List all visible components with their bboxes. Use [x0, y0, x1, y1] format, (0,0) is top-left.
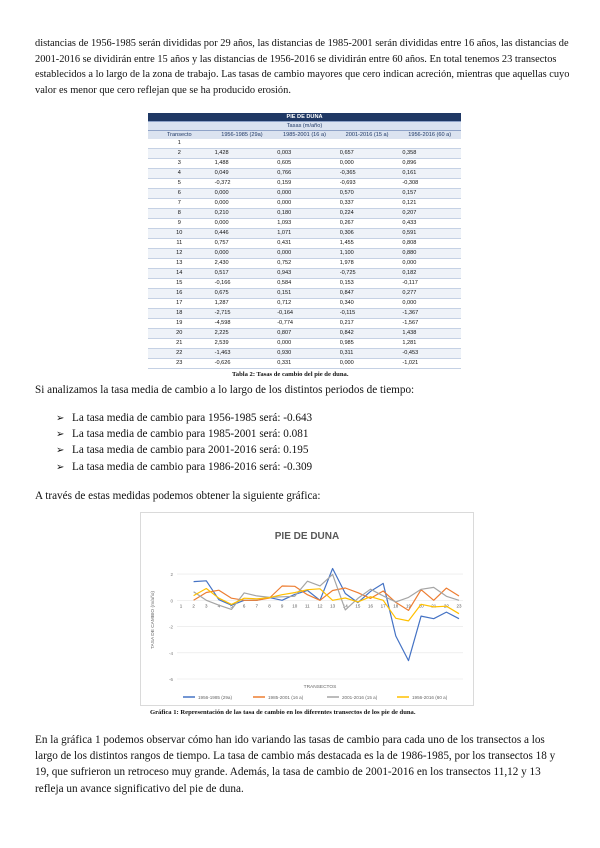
x-tick-label: 12 [317, 603, 323, 609]
arrow-bullet-icon: ➢ [56, 429, 65, 441]
transect-cell: 12 [148, 248, 211, 258]
rate-cell: 0,808 [398, 238, 461, 248]
rate-cell: 0,000 [398, 258, 461, 268]
x-tick-label: 19 [405, 603, 411, 609]
chart-canvas [141, 513, 473, 705]
table-row [148, 318, 461, 328]
rate-cell: 0,000 [211, 248, 274, 258]
rate-cell: -0,725 [336, 268, 399, 278]
legend-label: 1956-1985 (29a) [198, 695, 232, 700]
rate-cell: 0,930 [273, 348, 336, 358]
x-tick-label: 15 [355, 603, 361, 609]
rate-cell: 0,157 [398, 188, 461, 198]
x-tick-label: 8 [268, 603, 271, 609]
rate-cell: -0,365 [336, 168, 399, 178]
table-row [148, 208, 461, 218]
rate-cell: 0,331 [273, 358, 336, 368]
rate-cell: 0,657 [336, 148, 399, 158]
rate-cell: -2,715 [211, 308, 274, 318]
rate-cell: 0,896 [398, 158, 461, 168]
rate-cell: 0,207 [398, 208, 461, 218]
rate-cell: 0,000 [398, 298, 461, 308]
rate-cell: -0,774 [273, 318, 336, 328]
transect-cell: 14 [148, 268, 211, 278]
rate-cell: -1,567 [398, 318, 461, 328]
x-tick-label: 7 [255, 603, 259, 609]
rate-cell: 0,311 [336, 348, 399, 358]
x-tick-label: 21 [431, 603, 437, 609]
arrow-bullet-icon: ➢ [56, 461, 65, 473]
rate-cell: 1,428 [211, 148, 274, 158]
rate-cell: 1,071 [273, 228, 336, 238]
rate-cell: 0,752 [273, 258, 336, 268]
rate-cell: 0,000 [273, 188, 336, 198]
rate-cell: 0,943 [273, 268, 336, 278]
y-axis-label: TASA DE CAMBIO (m/año) [151, 590, 156, 650]
y-tick-label: -2 [168, 624, 173, 630]
rate-cell: 0,151 [273, 288, 336, 298]
rate-cell: 0,358 [398, 148, 461, 158]
rate-cell: -0,626 [211, 358, 274, 368]
transect-cell: 13 [148, 258, 211, 268]
x-tick-label: 10 [292, 603, 298, 609]
rate-cell: 0,591 [398, 228, 461, 238]
table-row [148, 168, 461, 178]
rate-cell: 1,287 [211, 298, 274, 308]
transect-cell: 3 [148, 158, 211, 168]
rate-cell: -0,693 [336, 178, 399, 188]
rate-cell: 0,000 [273, 198, 336, 208]
rate-cell: 0,446 [211, 228, 274, 238]
rate-cell [211, 139, 274, 148]
rate-cell: 0,182 [398, 268, 461, 278]
rate-cell: -0,117 [398, 278, 461, 288]
rate-cell: 0,121 [398, 198, 461, 208]
x-tick-label: 2 [192, 603, 195, 609]
table-column-header: Transecto [148, 131, 211, 140]
table-row [148, 139, 461, 148]
rate-cell: 0,153 [336, 278, 399, 288]
table-row [148, 258, 461, 268]
rate-cell: -0,308 [398, 178, 461, 188]
legend-label: 1956-2016 (60 a) [412, 695, 448, 700]
rate-cell: 1,093 [273, 218, 336, 228]
table-row [148, 268, 461, 278]
table-row [148, 238, 461, 248]
rate-cell: 0,217 [336, 318, 399, 328]
transect-cell: 1 [148, 139, 211, 148]
rate-cell: 0,340 [336, 298, 399, 308]
rate-cell: -0,164 [273, 308, 336, 318]
rate-cell: 0,161 [398, 168, 461, 178]
table-row [148, 358, 461, 368]
table-row [148, 338, 461, 348]
x-tick-label: 18 [393, 603, 399, 609]
table-row [148, 308, 461, 318]
transect-cell: 15 [148, 278, 211, 288]
x-tick-label: 5 [230, 603, 233, 609]
chart-title: PIE DE DUNA [274, 531, 340, 542]
legend-label: 2001-2016 (15 a) [342, 695, 378, 700]
dune-chart [140, 512, 474, 706]
transect-cell: 17 [148, 298, 211, 308]
rate-cell: 0,807 [273, 328, 336, 338]
rate-cell: 0,847 [336, 288, 399, 298]
table-row [148, 178, 461, 188]
table-row [148, 288, 461, 298]
table-row [148, 248, 461, 258]
table-row [148, 188, 461, 198]
x-tick-label: 22 [443, 603, 449, 609]
x-tick-label: 9 [280, 603, 284, 609]
table-column-header: 1956-2016 (60 a) [398, 131, 461, 140]
rate-cell: 0,517 [211, 268, 274, 278]
rate-cell: 1,100 [336, 248, 399, 258]
table-caption: Tabla 2: Tasas de cambio del pie de duna. [232, 371, 349, 378]
table-row [148, 158, 461, 168]
x-tick-label: 1 [179, 603, 183, 609]
table-row [148, 328, 461, 338]
rate-cell: 0,880 [398, 248, 461, 258]
transect-cell: 4 [148, 168, 211, 178]
rate-cell: 0,000 [273, 338, 336, 348]
rate-cell: -4,598 [211, 318, 274, 328]
table-row [148, 218, 461, 228]
x-tick-label: 23 [456, 603, 462, 609]
rate-cell: 0,605 [273, 158, 336, 168]
x-tick-label: 14 [342, 603, 348, 609]
intro-paragraph: distancias de 1956-1985 serán divididas por 29 años, las distancias de 1985-2001 serán divididas entre 16 años, las distancias de 2001-2016 se dividirán entre 15 años y las distancias de 1956-2016 se dividirán entre 60 años. En total tenemos 23 transectos establecidos a lo largo de la zona de trabajo. Las tasas de cambio mayores que cero indican acreción, mientras que aquellas cuyo valor es menor que cero reflejan que se ha producido erosión. [35, 38, 570, 96]
rate-cell: 0,180 [273, 208, 336, 218]
rate-cell: 0,766 [273, 168, 336, 178]
transect-cell: 11 [148, 238, 211, 248]
transect-cell: 9 [148, 218, 211, 228]
table-column-header: 2001-2016 (15 a) [336, 131, 399, 140]
y-tick-label: -6 [168, 677, 173, 682]
rate-cell: 1,488 [211, 158, 274, 168]
x-tick-label: 6 [242, 603, 246, 609]
transect-cell: 16 [148, 288, 211, 298]
x-tick-label: 17 [380, 603, 386, 609]
table-row [148, 198, 461, 208]
rate-cell: 0,433 [398, 218, 461, 228]
rate-cell: 0,000 [211, 218, 274, 228]
rate-cell: 0,267 [336, 218, 399, 228]
rate-cell: 0,003 [273, 148, 336, 158]
rate-cell: 0,159 [273, 178, 336, 188]
table-row [148, 148, 461, 158]
rate-cell: 2,225 [211, 328, 274, 338]
conclusion-paragraph: En la gráfica 1 podemos observar cómo han ido variando las tasas de cambio para cada uno de los transectos a los largo de los distintos rangos de tiempo. La tasa de cambio más destacada es la de 1986-1985, por los transectos 18 y 19, que sufrieron un retroceso muy grande. Además, la tasa de cambio de 2001-2016 en los transectos 11,12 y 13 refleja un avance significativo del pie de duna. [35, 734, 556, 795]
x-tick-label: 16 [368, 603, 374, 609]
list-item: ➢ La tasa media de cambio para 1986-2016 será: -0.309 [56, 459, 312, 475]
rate-cell: 1,438 [398, 328, 461, 338]
rate-cell: 0,337 [336, 198, 399, 208]
rate-cell [398, 139, 461, 148]
table-row [148, 228, 461, 238]
rate-cell: -1,021 [398, 358, 461, 368]
x-tick-label: 13 [330, 603, 336, 609]
transect-cell: 5 [148, 178, 211, 188]
rate-cell: -0,115 [336, 308, 399, 318]
rate-cell: -0,453 [398, 348, 461, 358]
rate-cell: 1,978 [336, 258, 399, 268]
analysis-intro: Si analizamos la tasa media de cambio a lo largo de los distintos periodos de tiempo: [35, 384, 415, 396]
y-tick-label: -4 [168, 650, 173, 656]
list-item: ➢ La tasa media de cambio para 1985-2001 será: 0.081 [56, 426, 312, 442]
transect-cell: 18 [148, 308, 211, 318]
rate-cell: 0,049 [211, 168, 274, 178]
y-tick-label: 2 [170, 572, 173, 578]
rate-cell: -0,166 [211, 278, 274, 288]
table-title: PIE DE DUNA [148, 113, 461, 122]
rate-cell: 0,210 [211, 208, 274, 218]
list-item: ➢ La tasa media de cambio para 1956-1985 será: -0.643 [56, 410, 312, 426]
rate-cell: 0,277 [398, 288, 461, 298]
rate-cell: 0,712 [273, 298, 336, 308]
transect-cell: 23 [148, 358, 211, 368]
x-tick-label: 4 [217, 603, 221, 609]
transect-cell: 10 [148, 228, 211, 238]
arrow-bullet-icon: ➢ [56, 413, 65, 424]
transect-cell: 6 [148, 188, 211, 198]
rate-cell: 2,539 [211, 338, 274, 348]
table-row [148, 348, 461, 358]
table-column-header: 1985-2001 (16 a) [273, 131, 336, 140]
series-line [194, 569, 459, 661]
x-tick-label: 3 [205, 603, 208, 609]
rate-cell: 0,757 [211, 238, 274, 248]
table-unit: Tasas (m/año) [148, 122, 461, 131]
x-tick-label: 20 [418, 603, 424, 609]
rate-cell: 1,281 [398, 338, 461, 348]
rate-cell: 0,431 [273, 238, 336, 248]
table-header-row [148, 131, 461, 140]
rate-cell: 0,000 [273, 248, 336, 258]
rate-cell: -1,367 [398, 308, 461, 318]
x-tick-label: 11 [305, 603, 310, 609]
legend-label: 1985-2001 (16 a) [268, 695, 304, 700]
rate-cell: 0,985 [336, 338, 399, 348]
table-row [148, 298, 461, 308]
y-tick-label: 0 [170, 598, 173, 604]
rate-cell [336, 139, 399, 148]
arrow-bullet-icon: ➢ [56, 445, 65, 457]
transect-cell: 8 [148, 208, 211, 218]
chart-caption: Gráfica 1: Representación de las tasa de cambio en los diferentes transectos de los pie de duna. [150, 709, 416, 716]
table-column-header: 1956-1985 (29a) [211, 131, 274, 140]
mean-rates-list [56, 410, 312, 475]
dune-rates-table [148, 113, 461, 369]
rate-cell: 0,570 [336, 188, 399, 198]
rate-cell: -1,463 [211, 348, 274, 358]
transect-cell: 19 [148, 318, 211, 328]
transect-cell: 20 [148, 328, 211, 338]
transect-cell: 2 [148, 148, 211, 158]
transect-cell: 22 [148, 348, 211, 358]
rate-cell: 1,455 [336, 238, 399, 248]
x-axis-label: TRANSECTOS [303, 685, 337, 690]
transect-cell: 7 [148, 198, 211, 208]
rate-cell: 0,675 [211, 288, 274, 298]
rate-cell: 0,000 [211, 188, 274, 198]
rate-cell: 0,000 [336, 358, 399, 368]
rate-cell: 0,224 [336, 208, 399, 218]
transect-cell: 21 [148, 338, 211, 348]
table-row [148, 278, 461, 288]
rate-cell: 0,000 [336, 158, 399, 168]
rate-cell [273, 139, 336, 148]
rate-cell: 2,430 [211, 258, 274, 268]
rate-cell: 0,842 [336, 328, 399, 338]
list-item: ➢ La tasa media de cambio para 2001-2016 será: 0.195 [56, 442, 312, 458]
rate-cell: -0,372 [211, 178, 274, 188]
rate-cell: 0,306 [336, 228, 399, 238]
chart-intro: A través de estas medidas podemos obtener la siguiente gráfica: [35, 490, 321, 502]
rate-cell: 0,584 [273, 278, 336, 288]
rate-cell: 0,000 [211, 198, 274, 208]
